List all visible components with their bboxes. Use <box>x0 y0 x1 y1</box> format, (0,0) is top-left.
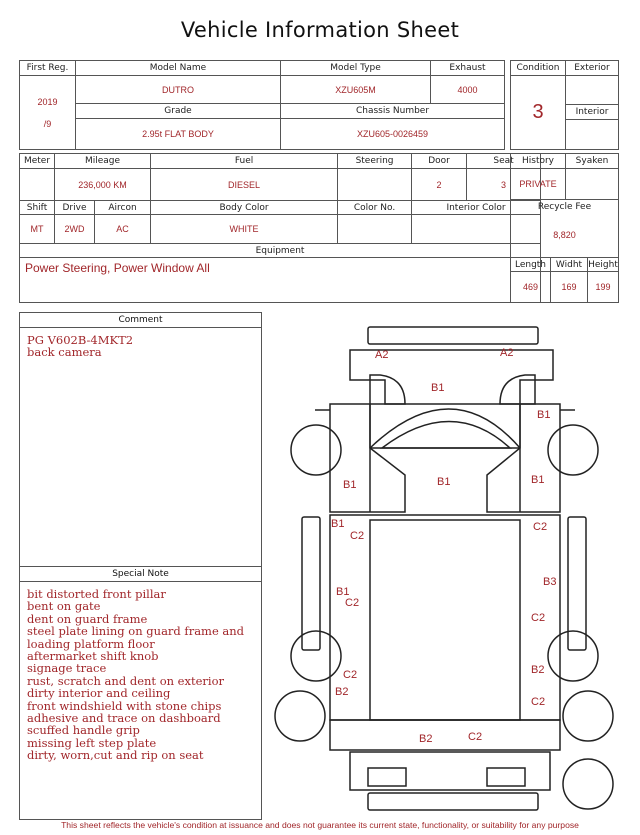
meter-value <box>20 169 55 201</box>
first-reg-month: /9 <box>43 118 52 129</box>
mark-b2-right-low: B2 <box>531 664 545 676</box>
rear-left-outer-wheel <box>275 691 325 741</box>
exhaust-value: 4000 <box>431 76 505 104</box>
rear-deck <box>330 720 560 750</box>
length-value: 469 <box>511 272 551 303</box>
fuel-label: Fuel <box>151 154 338 169</box>
door-label: Door <box>412 154 467 169</box>
front-left-wheel <box>291 425 341 475</box>
specs-table <box>19 153 541 303</box>
first-reg-year: 2019 <box>37 96 58 107</box>
mark-b1-roof: B1 <box>431 382 445 394</box>
width-label: Widht <box>551 258 588 272</box>
meter-label: Meter <box>20 154 55 169</box>
mark-c2-right-top: C2 <box>533 521 548 533</box>
shift-label: Shift <box>20 201 55 215</box>
door-left <box>330 404 405 512</box>
special-note-label: Special Note <box>20 567 261 582</box>
front-bumper <box>368 327 538 344</box>
steering-value <box>338 169 412 201</box>
comment-label: Comment <box>20 313 261 328</box>
special-note-box <box>19 566 262 820</box>
history-value: PRIVATE <box>511 169 566 200</box>
color-no-label: Color No. <box>338 201 412 215</box>
drive-label: Drive <box>55 201 95 215</box>
aircon-label: Aircon <box>95 201 151 215</box>
width-value: 169 <box>551 272 588 303</box>
cargo-bed <box>370 520 520 720</box>
windshield <box>382 422 510 449</box>
seat-value: 3 <box>467 169 541 201</box>
mark-c2-right-rear: C2 <box>531 696 546 708</box>
truck-outline <box>275 327 613 810</box>
length-label: Length <box>511 258 551 272</box>
interior-value <box>566 120 619 150</box>
mark-c2-rear-deck: C2 <box>468 731 483 743</box>
interior-color-label: Interior Color <box>412 201 541 215</box>
rear-bumper <box>350 752 550 790</box>
mark-c2-right-mid: C2 <box>531 612 546 624</box>
drive-value: 2WD <box>55 215 95 244</box>
taillight-left <box>368 768 406 786</box>
mark-b2-left-rear: B2 <box>335 686 349 698</box>
spare-wheel <box>563 759 613 809</box>
color-no-value <box>338 215 412 244</box>
mark-b1-cab: B1 <box>437 476 451 488</box>
shift-value: MT <box>20 215 55 244</box>
seat-label: Seat <box>467 154 541 169</box>
exhaust-label: Exhaust <box>431 61 505 76</box>
chassis-label: Chassis Number <box>281 104 505 119</box>
model-type-value: XZU605M <box>281 76 431 104</box>
equipment-label: Equipment <box>20 244 541 258</box>
rear-right-inner-wheel <box>548 631 598 681</box>
grade-label: Grade <box>76 104 281 119</box>
rear-step <box>368 793 538 810</box>
exterior-label: Exterior <box>566 61 619 76</box>
side-rail-left <box>302 517 320 650</box>
registration-table <box>19 60 505 150</box>
interior-label: Interior <box>566 105 619 120</box>
loading-platform <box>330 515 560 720</box>
mileage-label: Mileage <box>55 154 151 169</box>
mark-c2-left-mid: C2 <box>345 597 360 609</box>
taillight-right <box>487 768 525 786</box>
syaken-value <box>566 169 619 200</box>
windshield-arc <box>370 409 520 448</box>
mark-b1-right-door: B1 <box>531 474 545 486</box>
special-note-text: bit distorted front pillar bent on gate dent on guard frame steel plate lining on guard frame and loading platform floor aftermarket shift knob signage trace rust, scratch and dent on exterior dirty interior and ceiling front windshield with stone chips adhesive and trace on dashboard scuffed handle grip missing left step plate dirty, worn,cut and rip on seat <box>27 587 245 763</box>
mark-b2-rear-deck: B2 <box>419 733 433 745</box>
aircon-value: AC <box>95 215 151 244</box>
condition-label: Condition <box>511 61 566 76</box>
steering-label: Steering <box>338 154 412 169</box>
rear-left-inner-wheel <box>291 631 341 681</box>
first-reg-label: First Reg. <box>20 61 76 76</box>
comment-box <box>19 312 262 567</box>
mark-b1-left-mid: B1 <box>336 586 350 598</box>
mark-b1-left-rail: B1 <box>331 518 345 530</box>
front-right-wheel <box>548 425 598 475</box>
exterior-value <box>566 76 619 105</box>
body-color-value: WHITE <box>151 215 338 244</box>
mark-b1-right-mirror: B1 <box>537 409 551 421</box>
model-name-value: DUTRO <box>76 76 281 104</box>
mark-a2-front-left: A2 <box>375 349 389 361</box>
condition-value: 3 <box>511 76 566 150</box>
comment-text: PG V602B-4MKT2 back camera <box>27 333 134 360</box>
mark-a2-front-right: A2 <box>500 347 514 359</box>
vehicle-diagram <box>270 312 630 818</box>
recycle-value: 8,820 <box>511 214 619 258</box>
chassis-value: XZU605-0026459 <box>281 119 505 150</box>
mileage-value: 236,000 KM <box>55 169 151 201</box>
model-name-label: Model Name <box>76 61 281 76</box>
first-reg-value <box>20 76 76 150</box>
sheet-title: Vehicle Information Sheet <box>180 18 460 42</box>
grade-value: 2.95t FLAT BODY <box>76 119 281 150</box>
condition-table <box>510 60 619 150</box>
rear-right-outer-wheel <box>563 691 613 741</box>
height-label: Height <box>588 259 618 270</box>
history-table <box>510 153 619 303</box>
mark-b3-right-rail: B3 <box>543 576 557 588</box>
syaken-label: Syaken <box>566 154 619 169</box>
side-rail-right <box>568 517 586 650</box>
history-label: History <box>511 154 566 169</box>
door-value: 2 <box>412 169 467 201</box>
model-type-label: Model Type <box>281 61 431 76</box>
mark-b1-left-door: B1 <box>343 479 357 491</box>
mark-c2-left-low: C2 <box>343 669 358 681</box>
height-value: 199 <box>588 272 619 303</box>
equipment-value: Power Steering, Power Window All <box>20 258 541 303</box>
body-color-label: Body Color <box>151 201 338 215</box>
mark-c2-left-top: C2 <box>350 530 365 542</box>
fuel-value: DIESEL <box>151 169 338 201</box>
recycle-label: Recycle Fee <box>511 200 619 214</box>
damage-marks <box>331 347 556 745</box>
disclaimer-footer: This sheet reflects the vehicle's condition at issuance and does not guarantee its current state, functionality, or suitability for any purpose <box>61 820 579 830</box>
